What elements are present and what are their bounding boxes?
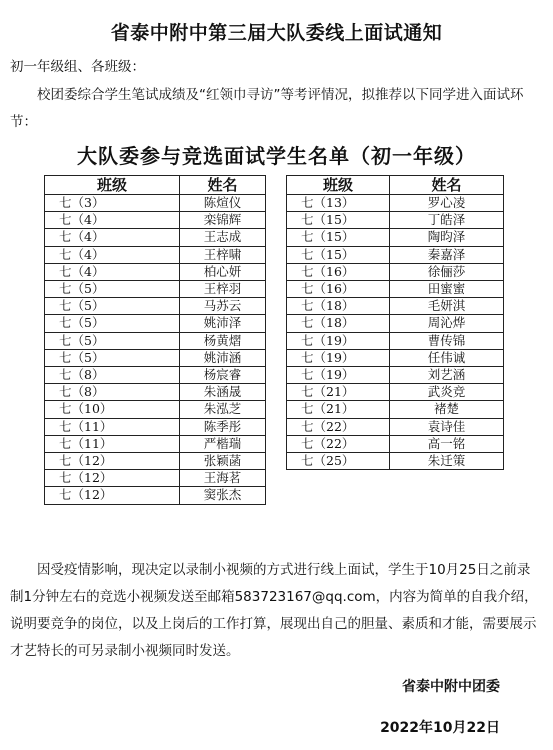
- name-cell: 朱迁策: [390, 453, 504, 470]
- class-cell: 七（18）: [287, 298, 390, 315]
- name-cell: 褚楚: [390, 401, 504, 418]
- table-row: [287, 298, 504, 315]
- name-cell: 王梓羽: [180, 281, 266, 298]
- name-cell: 周沁烨: [390, 315, 504, 332]
- roster-right-body: [287, 195, 504, 470]
- table-row: [45, 263, 266, 280]
- name-cell: 王志成: [180, 229, 266, 246]
- salutation: 初一年级组、各班级：: [10, 59, 145, 75]
- name-cell: 张颖菡: [180, 453, 266, 470]
- name-cell: 栾锦辉: [180, 212, 266, 229]
- table-row: [45, 246, 266, 263]
- name-cell: 严楷瑞: [180, 435, 266, 452]
- class-cell: 七（12）: [45, 487, 180, 504]
- name-cell: 田蜜蜜: [390, 281, 504, 298]
- class-cell: 七（5）: [45, 349, 180, 366]
- table-row: [287, 195, 504, 212]
- class-cell: 七（11）: [45, 418, 180, 435]
- class-cell: 七（4）: [45, 212, 180, 229]
- class-cell: 七（22）: [287, 435, 390, 452]
- roster-table-left: [44, 175, 266, 505]
- table-row: [287, 281, 504, 298]
- class-cell: 七（16）: [287, 263, 390, 280]
- table-row: [287, 418, 504, 435]
- class-cell: 七（19）: [287, 332, 390, 349]
- class-cell: 七（4）: [45, 263, 180, 280]
- table-row: [287, 367, 504, 384]
- name-cell: 朱涵晟: [180, 384, 266, 401]
- table-row: [45, 401, 266, 418]
- table-row: [45, 367, 266, 384]
- name-cell: 马苏云: [180, 298, 266, 315]
- name-cell: 窦张杰: [180, 487, 266, 504]
- class-cell: 七（15）: [287, 246, 390, 263]
- table-row: [45, 229, 266, 246]
- class-cell: 七（19）: [287, 349, 390, 366]
- table-row: [287, 246, 504, 263]
- notice-title: 省泰中附中第三届大队委线上面试通知: [110, 22, 443, 44]
- class-cell: 七（12）: [45, 453, 180, 470]
- class-cell: 七（13）: [287, 195, 390, 212]
- class-cell: 七（21）: [287, 384, 390, 401]
- table-row: [287, 229, 504, 246]
- date: 2022年10月22日: [380, 720, 500, 736]
- class-cell: 七（8）: [45, 367, 180, 384]
- name-cell: 陶昀泽: [390, 229, 504, 246]
- class-cell: 七（16）: [287, 281, 390, 298]
- class-cell: 七（5）: [45, 315, 180, 332]
- table-row: [287, 263, 504, 280]
- roster-left-body: [45, 195, 266, 505]
- class-cell: 七（21）: [287, 401, 390, 418]
- table-row: [45, 315, 266, 332]
- class-cell: 七（3）: [45, 195, 180, 212]
- class-cell: 七（5）: [45, 298, 180, 315]
- table-row: [287, 349, 504, 366]
- table-row: [287, 384, 504, 401]
- class-cell: 七（11）: [45, 435, 180, 452]
- class-cell: 七（15）: [287, 212, 390, 229]
- name-cell: 袁诗佳: [390, 418, 504, 435]
- class-cell: 七（25）: [287, 453, 390, 470]
- table-row: [45, 470, 266, 487]
- roster-title: 大队委参与竞选面试学生名单（初一年级）: [77, 144, 476, 168]
- name-cell: 秦嘉泽: [390, 246, 504, 263]
- name-cell: 任伟诚: [390, 349, 504, 366]
- class-cell: 七（4）: [45, 229, 180, 246]
- class-cell: 七（19）: [287, 367, 390, 384]
- table-row: [45, 195, 266, 212]
- signature: 省泰中附中团委: [402, 679, 500, 695]
- table-row: [45, 435, 266, 452]
- table-row: [45, 349, 266, 366]
- roster-sheet: [44, 128, 509, 513]
- name-cell: 武炎竞: [390, 384, 504, 401]
- name-cell: 高一铭: [390, 435, 504, 452]
- class-cell: 七（5）: [45, 281, 180, 298]
- name-cell: 曹传锦: [390, 332, 504, 349]
- name-cell: 杨宸睿: [180, 367, 266, 384]
- table-row: [287, 212, 504, 229]
- name-cell: 柏心妍: [180, 263, 266, 280]
- class-cell: 七（5）: [45, 332, 180, 349]
- class-cell: 七（18）: [287, 315, 390, 332]
- name-cell: 毛妍淇: [390, 298, 504, 315]
- class-cell: 七（4）: [45, 246, 180, 263]
- table-row: [45, 487, 266, 504]
- table-row: [45, 298, 266, 315]
- header-class: 班级: [287, 176, 390, 195]
- header-name: 姓名: [180, 176, 266, 195]
- table-row: [45, 332, 266, 349]
- table-row: [287, 401, 504, 418]
- roster-table-right: [286, 175, 504, 470]
- class-cell: 七（12）: [45, 470, 180, 487]
- name-cell: 罗心凌: [390, 195, 504, 212]
- name-cell: 徐俪莎: [390, 263, 504, 280]
- name-cell: 姚沛泽: [180, 315, 266, 332]
- name-cell: 王海茗: [180, 470, 266, 487]
- name-cell: 陈煊仪: [180, 195, 266, 212]
- name-cell: 陈季彤: [180, 418, 266, 435]
- class-cell: 七（10）: [45, 401, 180, 418]
- name-cell: 姚沛涵: [180, 349, 266, 366]
- table-row: [45, 212, 266, 229]
- table-row: [287, 453, 504, 470]
- body-paragraph: 因受疫情影响，现决定以录制小视频的方式进行线上面试，学生于10月25日之前录制1分钟左右的竞选小视频发送至邮箱583723167@qq.com，内容为简单的自我介绍，说明要竞争的岗位，以及上岗后的工作打算，展现出自己的胆量、素质和才能，需要展示才艺特长的可另录制小视频同时发送。: [10, 562, 538, 659]
- name-cell: 刘艺涵: [390, 367, 504, 384]
- name-cell: 丁皓泽: [390, 212, 504, 229]
- table-row: [287, 435, 504, 452]
- name-cell: 杨黄熠: [180, 332, 266, 349]
- header-class: 班级: [45, 176, 180, 195]
- name-cell: 王梓啸: [180, 246, 266, 263]
- table-header-row: [45, 176, 266, 195]
- intro-paragraph: 校团委综合学生笔试成绩及“红领巾寻访”等考评情况，拟推荐以下同学进入面试环节：: [10, 87, 524, 130]
- class-cell: 七（15）: [287, 229, 390, 246]
- class-cell: 七（8）: [45, 384, 180, 401]
- header-name: 姓名: [390, 176, 504, 195]
- table-row: [45, 453, 266, 470]
- table-row: [45, 418, 266, 435]
- table-row: [45, 384, 266, 401]
- table-row: [287, 332, 504, 349]
- table-row: [45, 281, 266, 298]
- table-row: [287, 315, 504, 332]
- class-cell: 七（22）: [287, 418, 390, 435]
- name-cell: 朱泓芝: [180, 401, 266, 418]
- table-header-row: [287, 176, 504, 195]
